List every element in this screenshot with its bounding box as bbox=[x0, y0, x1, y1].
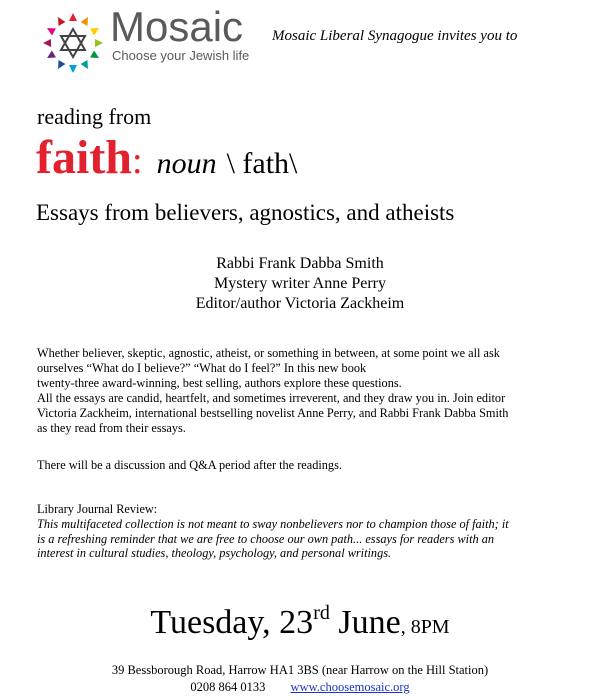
event-day-suffix: rd bbox=[313, 602, 330, 624]
event-date bbox=[0, 604, 600, 642]
review-label: Library Journal Review: bbox=[37, 502, 158, 516]
title-colon: : bbox=[132, 140, 143, 182]
discussion-note: There will be a discussion and Q&A period after the readings. bbox=[37, 458, 342, 472]
title-noun: noun bbox=[156, 147, 217, 180]
event-day: Tuesday, 23 bbox=[150, 604, 314, 641]
author-name: Rabbi Frank Dabba Smith bbox=[216, 255, 384, 272]
event-address: 39 Bessborough Road, Harrow HA1 3BS (near Harrow on the Hill Station) bbox=[111, 663, 489, 677]
description-line: Whether believer, skeptic, agnostic, atheist, or something in between, at some point we all ask bbox=[37, 346, 500, 360]
mosaic-logo-icon bbox=[38, 8, 108, 78]
book-subtitle: Essays from believers, agnostics, and atheists bbox=[36, 200, 455, 225]
description-line: All the essays are candid, heartfelt, and sometimes irreverent, and they draw you in. Join editor bbox=[37, 391, 506, 405]
event-description bbox=[37, 346, 577, 436]
description-line: ourselves “What do I believe?” “What do I feel?” In this new book bbox=[37, 361, 367, 375]
review-line: This multifaceted collection is not meant to sway nonbelievers nor to champion those of faith; it bbox=[37, 517, 509, 531]
author-name: Mystery writer Anne Perry bbox=[214, 275, 386, 292]
description-line: as they read from their essays. bbox=[37, 421, 186, 435]
authors-list bbox=[0, 254, 600, 314]
contact-line bbox=[0, 680, 600, 695]
review-line: is a refreshing reminder that we are free to choose our own path... essays for readers with an bbox=[37, 531, 495, 546]
brand-name: Mosaic bbox=[110, 3, 244, 50]
invitation-text: Mosaic Liberal Synagogue invites you to bbox=[272, 28, 518, 44]
event-time: , 8PM bbox=[400, 616, 450, 638]
review-quote bbox=[37, 517, 577, 561]
event-month: June bbox=[329, 604, 401, 641]
brand-tagline: Choose your Jewish life bbox=[112, 48, 250, 63]
title-word-faith: faith bbox=[36, 131, 132, 184]
phone-number: 0208 864 0133 bbox=[190, 680, 266, 694]
book-title bbox=[36, 130, 297, 185]
title-pronunciation: \ fath\ bbox=[226, 147, 298, 180]
author-name: Editor/author Victoria Zackheim bbox=[195, 295, 405, 312]
description-line: Victoria Zackheim, international bestselling novelist Anne Perry, and Rabbi Frank Dabba Smith bbox=[37, 406, 509, 420]
website-link[interactable]: www.choosemosaic.org bbox=[290, 680, 410, 694]
description-line: twenty-three award-winning, best selling, authors explore these questions. bbox=[37, 376, 402, 390]
review-line: interest in cultural studies, theology, psychology, and personal writings. bbox=[37, 546, 392, 560]
reading-from-heading: reading from bbox=[37, 104, 152, 129]
